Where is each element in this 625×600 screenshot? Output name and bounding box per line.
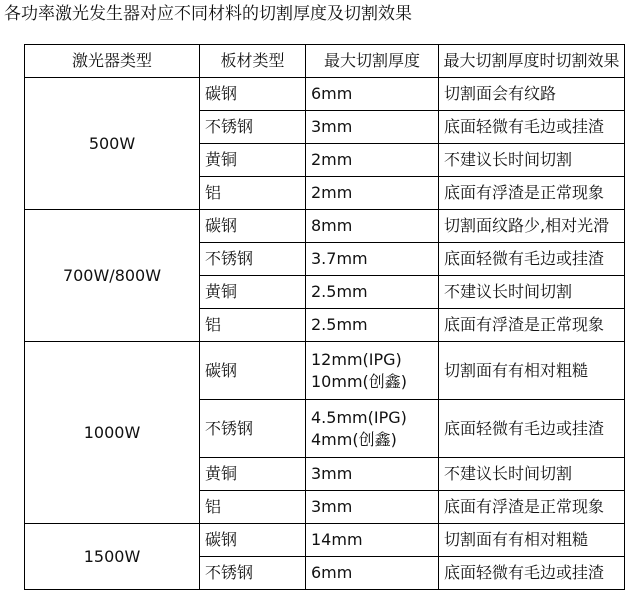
thickness-cell: 14mm: [306, 524, 439, 557]
header-laser-type: 激光器类型: [25, 45, 200, 78]
effect-cell: 底面有浮渣是正常现象: [439, 309, 625, 342]
material-cell: 铝: [200, 177, 306, 210]
thickness-cell: 6mm: [306, 557, 439, 590]
power-cell: 500W: [25, 78, 200, 210]
power-cell: 700W/800W: [25, 210, 200, 342]
power-cell: 1500W: [25, 524, 200, 590]
material-cell: 不锈钢: [200, 400, 306, 458]
effect-cell: 不建议长时间切割: [439, 144, 625, 177]
thickness-cell: 3mm: [306, 491, 439, 524]
thickness-line: 4.5mm(IPG): [311, 407, 407, 427]
effect-cell: 底面有浮渣是正常现象: [439, 177, 625, 210]
cutting-table: [24, 44, 625, 590]
power-cell: 1000W: [25, 342, 200, 524]
thickness-line: 12mm(IPG): [311, 349, 402, 369]
table-row: [25, 210, 625, 243]
header-max-thickness: 最大切割厚度: [306, 45, 439, 78]
thickness-cell: 3mm: [306, 458, 439, 491]
material-cell: 不锈钢: [200, 111, 306, 144]
table-row: [25, 78, 625, 111]
thickness-cell: 3.7mm: [306, 243, 439, 276]
thickness-cell: 8mm: [306, 210, 439, 243]
thickness-cell: 6mm: [306, 78, 439, 111]
thickness-cell: 2.5mm: [306, 276, 439, 309]
material-cell: 铝: [200, 309, 306, 342]
material-cell: 铝: [200, 491, 306, 524]
thickness-cell: [306, 400, 439, 458]
effect-cell: 底面轻微有毛边或挂渣: [439, 111, 625, 144]
table-row: [25, 342, 625, 400]
header-cut-effect: 最大切割厚度时切割效果: [439, 45, 625, 78]
material-cell: 黄铜: [200, 276, 306, 309]
thickness-line: 4mm(创鑫): [311, 429, 397, 449]
effect-cell: 切割面纹路少,相对光滑: [439, 210, 625, 243]
thickness-cell: 2mm: [306, 177, 439, 210]
header-material: 板材类型: [200, 45, 306, 78]
thickness-cell: 2mm: [306, 144, 439, 177]
material-cell: 碳钢: [200, 524, 306, 557]
material-cell: 黄铜: [200, 144, 306, 177]
effect-cell: 切割面有有相对粗糙: [439, 524, 625, 557]
material-cell: 不锈钢: [200, 557, 306, 590]
thickness-cell: 3mm: [306, 111, 439, 144]
effect-cell: 底面轻微有毛边或挂渣: [439, 557, 625, 590]
effect-cell: 不建议长时间切割: [439, 458, 625, 491]
effect-cell: 底面有浮渣是正常现象: [439, 491, 625, 524]
thickness-line: 10mm(创鑫): [311, 371, 408, 391]
material-cell: 不锈钢: [200, 243, 306, 276]
thickness-cell: 2.5mm: [306, 309, 439, 342]
effect-cell: 不建议长时间切割: [439, 276, 625, 309]
material-cell: 碳钢: [200, 342, 306, 400]
effect-cell: 底面轻微有毛边或挂渣: [439, 243, 625, 276]
table-row: [25, 524, 625, 557]
page-title: 各功率激光发生器对应不同材料的切割厚度及切割效果: [4, 4, 412, 24]
effect-cell: 底面轻微有毛边或挂渣: [439, 400, 625, 458]
cutting-table-container: [24, 44, 624, 590]
table-header-row: [25, 45, 625, 78]
material-cell: 碳钢: [200, 210, 306, 243]
material-cell: 黄铜: [200, 458, 306, 491]
thickness-cell: [306, 342, 439, 400]
material-cell: 碳钢: [200, 78, 306, 111]
effect-cell: 切割面会有纹路: [439, 78, 625, 111]
effect-cell: 切割面有有相对粗糙: [439, 342, 625, 400]
